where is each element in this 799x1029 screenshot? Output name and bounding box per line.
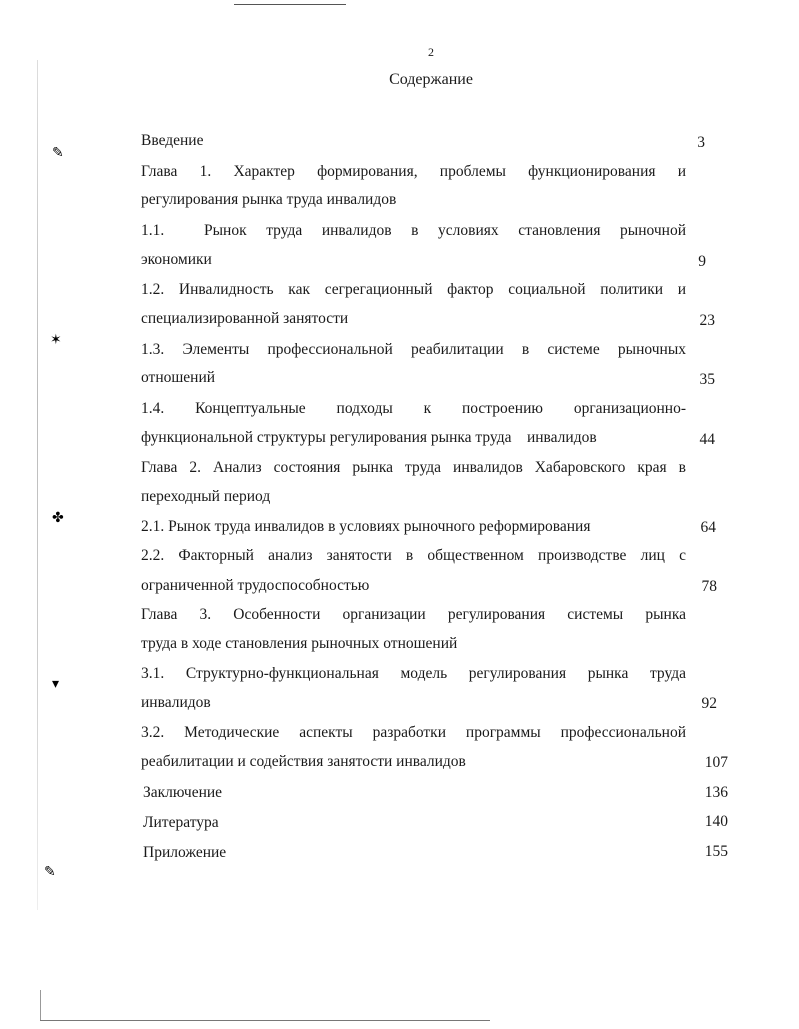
- toc-section-3-2-line-1: 3.2. Методические аспекты разработки программы профессиональной: [141, 724, 686, 741]
- toc-section-1-3-line-1: 1.3. Элементы профессиональной реабилитации в системе рыночных: [141, 341, 686, 358]
- toc-conclusion-label: Заключение: [143, 784, 223, 801]
- toc-section-1-1-page: 9: [698, 253, 706, 270]
- toc-section-3-2-page: 107: [704, 754, 728, 771]
- toc-chapter-3-title-line-1: Глава 3. Особенности организации регулирования системы рынка: [141, 606, 686, 623]
- toc-intro-label: Введение: [141, 132, 204, 149]
- toc-section-2-2-line-2: ограниченной трудоспособностью: [141, 577, 370, 594]
- toc-section-1-3-line-2: отношений: [141, 369, 216, 386]
- margin-mark-icon: ✎: [52, 146, 64, 161]
- toc-appendix-page: 155: [704, 843, 728, 860]
- toc-section-2-1-line-1: 2.1. Рынок труда инвалидов в условиях рыночного реформирования: [141, 518, 591, 535]
- toc-section-1-1-line-2: экономики: [141, 251, 212, 268]
- page-title: Содержание: [389, 71, 473, 88]
- scan-artifact-left-edge-bottom: [40, 990, 41, 1020]
- toc-section-1-3-page: 35: [699, 371, 715, 388]
- toc-section-2-2-line-1: 2.2. Факторный анализ занятости в общественном производстве лиц с: [141, 547, 686, 564]
- toc-literature-page: 140: [704, 813, 728, 830]
- scan-artifact-left-edge: [37, 60, 38, 910]
- toc-section-1-1-number: 1.1.: [141, 222, 165, 239]
- toc-chapter-2-title-line-2: переходный период: [141, 488, 271, 505]
- toc-literature-label: Литература: [143, 814, 219, 831]
- toc-section-2-2-page: 78: [701, 578, 717, 595]
- toc-section-1-2-page: 23: [699, 312, 715, 329]
- toc-section-3-1-page: 92: [701, 695, 717, 712]
- toc-section-1-1-line-1: Рынок труда инвалидов в условиях становления рыночной: [204, 222, 686, 239]
- scan-artifact-top-line: [234, 4, 346, 5]
- scan-artifact-bottom-line: [40, 1020, 490, 1021]
- toc-section-3-1-line-1: 3.1. Структурно-функциональная модель регулирования рынка труда: [141, 665, 686, 682]
- toc-appendix-label: Приложение: [143, 844, 227, 861]
- margin-mark-icon: ✶: [50, 333, 62, 348]
- toc-section-1-2-line-2: специализированной занятости: [141, 310, 349, 327]
- toc-section-2-1-page: 64: [700, 519, 716, 536]
- margin-mark-icon: ✎: [44, 865, 56, 880]
- toc-intro-page: 3: [697, 134, 705, 151]
- margin-mark-icon: ✤: [52, 511, 64, 526]
- toc-section-1-2-line-1: 1.2. Инвалидность как сегрегационный фактор социальной политики и: [141, 281, 686, 298]
- toc-conclusion-page: 136: [704, 784, 728, 801]
- page-number: 2: [428, 45, 434, 59]
- toc-chapter-3-title-line-2: труда в ходе становления рыночных отношений: [141, 635, 458, 652]
- toc-section-3-2-line-2: реабилитации и содействия занятости инвалидов: [141, 753, 466, 770]
- toc-chapter-2-title-line-1: Глава 2. Анализ состояния рынка труда инвалидов Хабаровского края в: [141, 459, 686, 476]
- margin-mark-icon: ▾: [52, 677, 60, 692]
- toc-section-1-4-line-1: 1.4. Концептуальные подходы к построению организационно-: [141, 400, 686, 417]
- toc-section-3-1-line-2: инвалидов: [141, 694, 211, 711]
- toc-section-1-4-page: 44: [699, 431, 715, 448]
- toc-section-1-4-line-2: функциональной структуры регулирования рынка труда инвалидов: [141, 429, 597, 446]
- toc-chapter-1-title-line-2: регулирования рынка труда инвалидов: [141, 191, 397, 208]
- toc-chapter-1-title-line-1: Глава 1. Характер формирования, проблемы функционирования и: [141, 163, 686, 180]
